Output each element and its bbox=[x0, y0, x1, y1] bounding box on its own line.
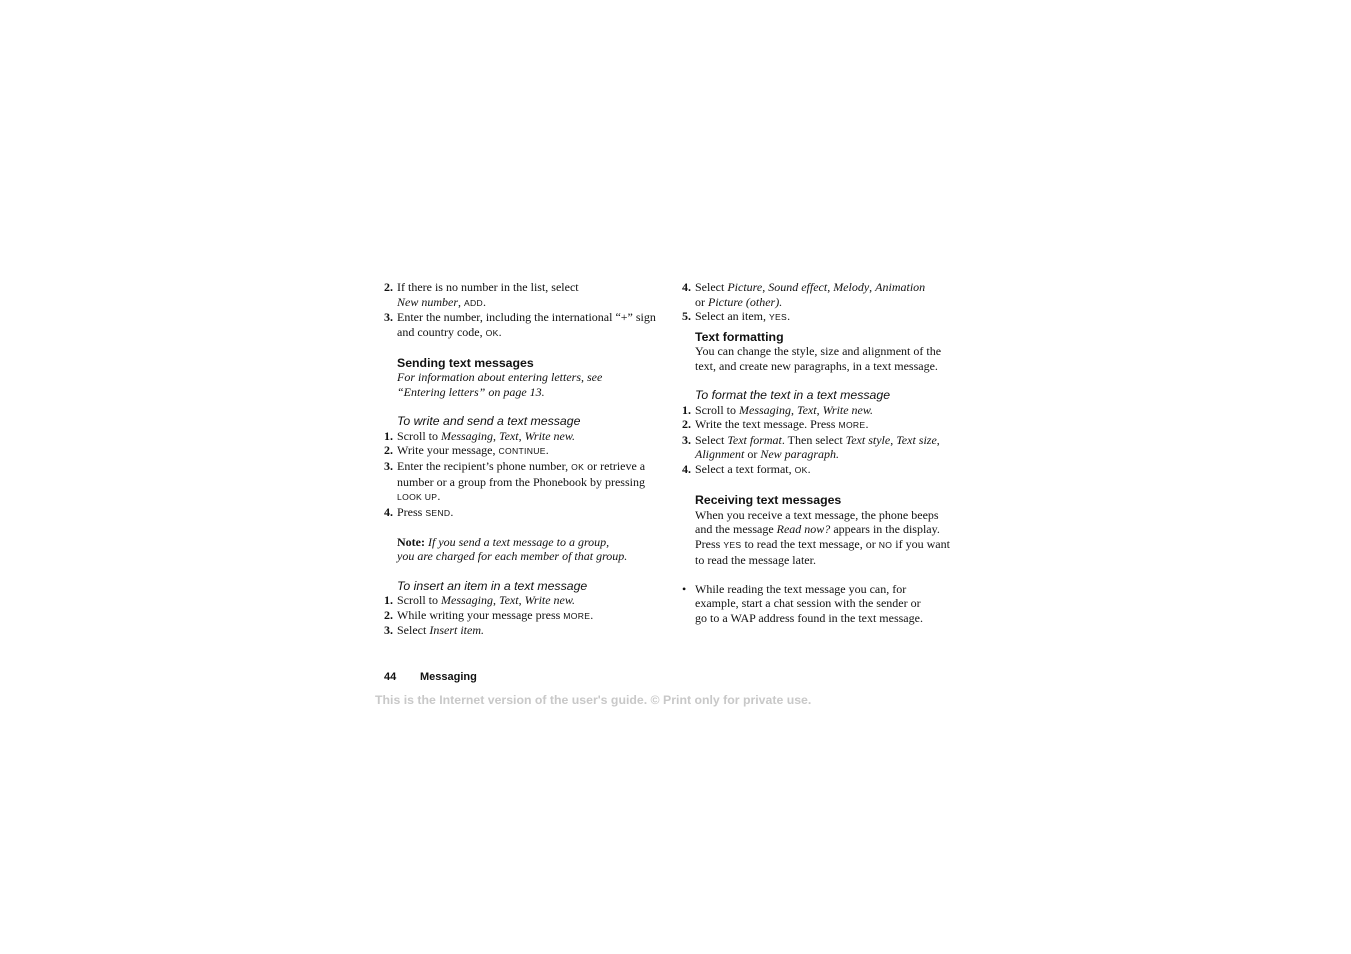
softkey-label: OK bbox=[485, 327, 499, 338]
softkey-label: MORE bbox=[563, 610, 591, 621]
list-item: 4. Select a text format, OK. bbox=[682, 462, 811, 477]
list-item: 5. Select an item, YES. bbox=[682, 309, 791, 324]
step-number: 3. bbox=[384, 310, 393, 325]
list-item: 3. Select Text format. Then select Text style, Text size, Alignment or New paragraph. bbox=[682, 432, 940, 462]
list-item: 1. Scroll to Messaging, Text, Write new. bbox=[384, 428, 575, 443]
softkey-label: YES bbox=[768, 312, 788, 323]
section-heading: Text formatting bbox=[695, 329, 784, 344]
page-footer bbox=[384, 671, 477, 683]
bullet-item: • While reading the text message you can, for example, start a chat session with the sender or go to a WAP address found in the text message. bbox=[682, 581, 923, 625]
note-text: you are charged for each member of that group. bbox=[397, 549, 628, 564]
softkey-label: CONTINUE bbox=[498, 446, 546, 457]
watermark: This is the Internet version of the user's guide. © Print only for private use. bbox=[375, 693, 812, 707]
softkey-label: ADD bbox=[464, 297, 484, 308]
list-item: 2. If there is no number in the list, select New number, ADD. bbox=[384, 280, 579, 309]
list-item: 1. Scroll to Messaging, Text, Write new. bbox=[384, 593, 575, 608]
list-item: 3. Select Insert item. bbox=[384, 623, 484, 638]
list-item: 2. While writing your message press MORE. bbox=[384, 607, 594, 622]
softkey-label: MORE bbox=[838, 420, 866, 431]
list-item: 2. Write your message, CONTINUE. bbox=[384, 443, 549, 458]
list-item: 1. Scroll to Messaging, Text, Write new. bbox=[682, 402, 873, 417]
left-column bbox=[384, 280, 669, 638]
procedure-heading: To format the text in a text message bbox=[695, 388, 891, 403]
note: Note: If you send a text message to a group, bbox=[397, 534, 610, 549]
softkey-label: YES bbox=[723, 539, 742, 550]
cross-reference: “Entering letters” on page 13. bbox=[397, 385, 545, 400]
right-column: 4. Select Picture, Sound effect, Melody, Animation or Picture (other). 5. Select an item, YES. Text formatting You can change the style, size and alignment of the text, and create new paragraphs, in a text message. To format the text in a text message 1. Scroll to Messaging, Text, Write new. 2. Write the text message. Press MORE. 3. Select Text format. Then select Text style, Text size, Alignment or New paragraph. 4. Select a text format, OK. Receiving text messages When you receive a text message, the phone beeps and the message Read now? appears in the display. Press YES to read the text message, or NO if you want to read the message later. • While reading the text message you can, for example, start a chat session with the sender or go to a WAP address found in the text message. bbox=[682, 280, 972, 625]
list-item: 3. Enter the number, including the international “+” sign and country code, OK. bbox=[384, 310, 656, 339]
list-item: 2. Write the text message. Press MORE. bbox=[682, 417, 869, 432]
step-number: 2. bbox=[384, 280, 393, 294]
section-name: Messaging bbox=[420, 671, 477, 683]
cross-reference: For information about entering letters, see bbox=[397, 370, 603, 385]
softkey-label: LOOK UP bbox=[397, 492, 438, 503]
procedure-heading: To write and send a text message bbox=[397, 414, 581, 429]
list-item: 4. Select Picture, Sound effect, Melody, Animation or Picture (other). bbox=[682, 280, 926, 309]
list-item: 4. Press SEND. bbox=[384, 504, 454, 519]
softkey-label: NO bbox=[878, 539, 893, 550]
bullet-icon: • bbox=[682, 581, 687, 596]
procedure-heading: To insert an item in a text message bbox=[397, 578, 588, 593]
page-number: 44 bbox=[384, 671, 397, 683]
section-heading: Sending text messages bbox=[397, 355, 534, 370]
section-heading: Receiving text messages bbox=[695, 493, 842, 508]
softkey-label: OK bbox=[794, 465, 808, 476]
list-item: 3. Enter the recipient’s phone number, OK or retrieve a number or a group from the Phonebook by pressing LOOK UP. bbox=[384, 458, 646, 504]
softkey-label: OK bbox=[571, 461, 585, 472]
softkey-label: SEND bbox=[425, 507, 451, 518]
